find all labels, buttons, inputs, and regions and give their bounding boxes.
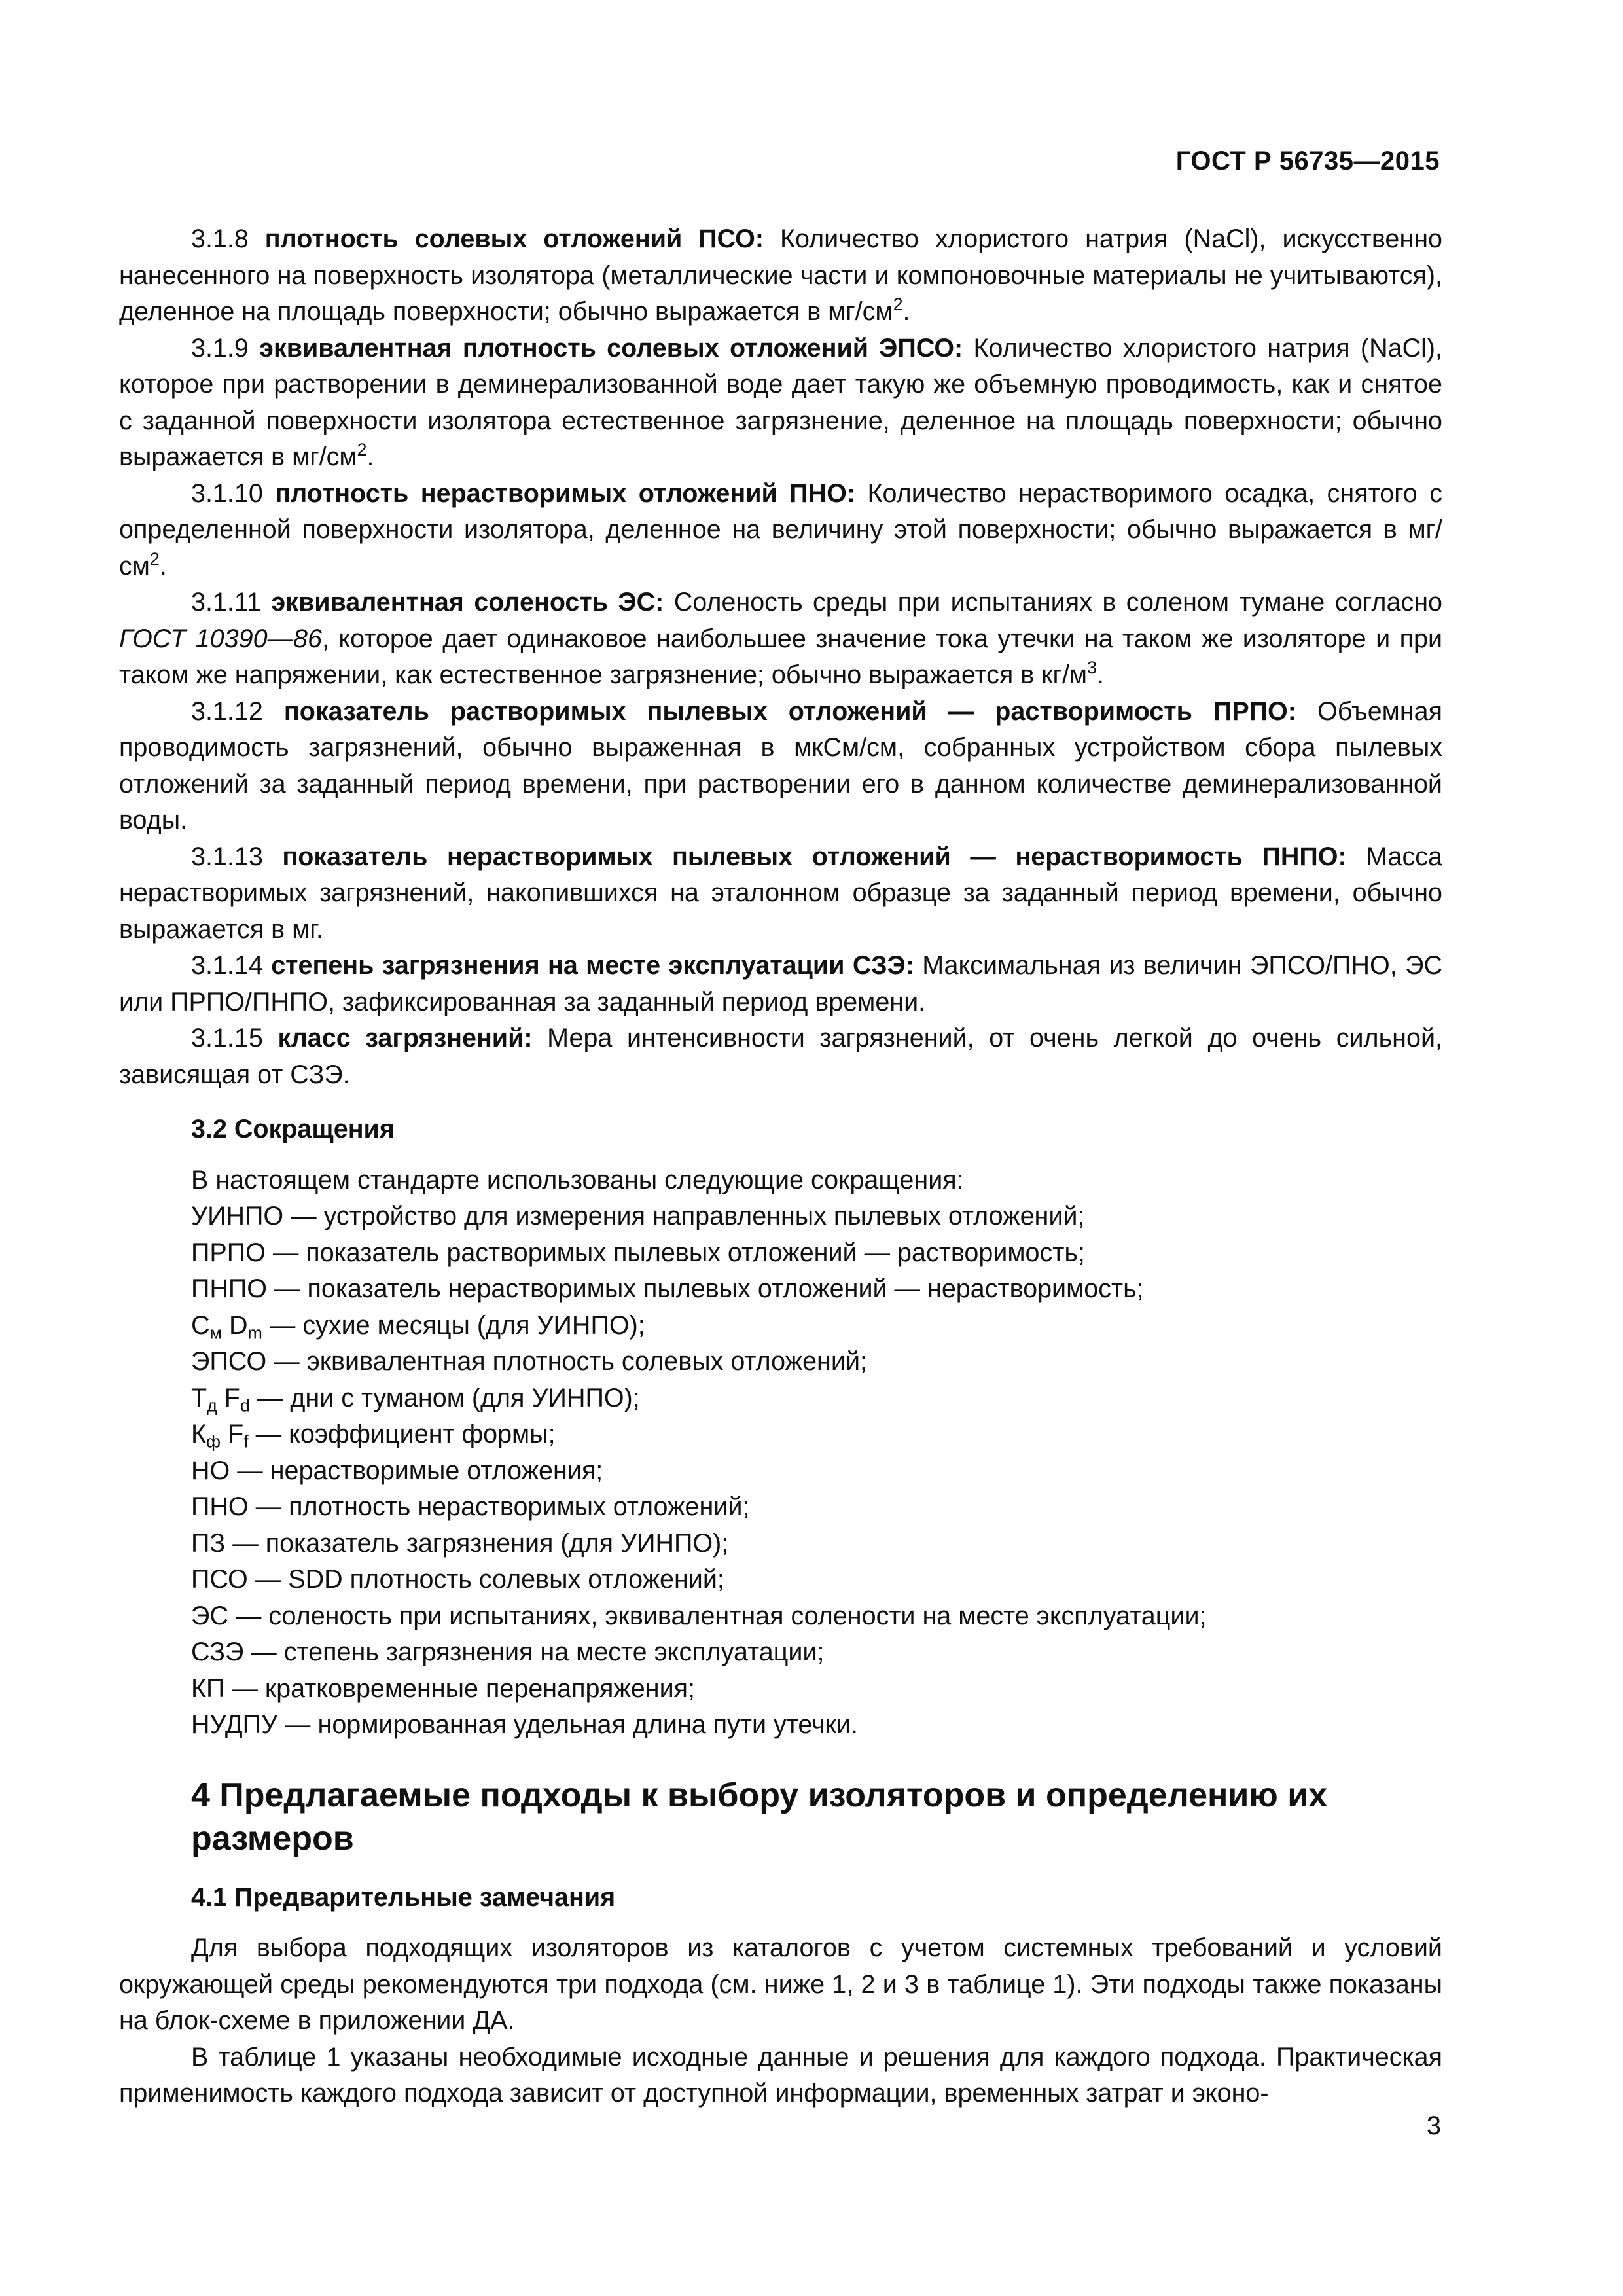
- definition-number: 3.1.10: [191, 478, 263, 508]
- definition-3-1-11: [119, 584, 1442, 694]
- definition-text: Количество хлористого натрия (NaCl), которое при растворении в деминерализованной воде дает такую же объемную проводимость, как и снятое с заданной поверхности изолятора естественное загрязнение, деленное на площадь поверхности; обычно выражается в мг/см: [119, 333, 1442, 471]
- abbr-text: — дни с туманом (для УИНПО);: [249, 1383, 640, 1412]
- subscript: м: [209, 1323, 222, 1343]
- abbreviation-item: ЭПСО — эквивалентная плотность солевых отложений;: [191, 1347, 867, 1376]
- definition-term: класс загрязнений:: [277, 1024, 533, 1052]
- abbreviation-item: [191, 1380, 1442, 1417]
- superscript: 2: [357, 440, 367, 460]
- definition-term: показатель растворимых пылевых отложений — растворимость ПРПО:: [283, 696, 1296, 726]
- definition-text: Объемная проводимость загрязнений, обычно выраженная в мкСм/см, собранных устройством сбора пылевых отложений за заданный период времени, при растворении его в данном количестве деминерализованной воды.: [119, 696, 1442, 834]
- definition-number: 3.1.14: [191, 951, 263, 980]
- abbr-symbol: F: [217, 1383, 240, 1412]
- definition-tail: .: [902, 297, 910, 326]
- definition-text: Мера интенсивности загрязнений, от очень легкой до очень сильной, зависящая от СЗЭ.: [119, 1024, 1442, 1089]
- abbreviation-item: ПРПО — показатель растворимых пылевых отложений — растворимость;: [191, 1238, 1085, 1267]
- subscript: д: [207, 1395, 217, 1416]
- definition-number: 3.1.9: [191, 333, 249, 363]
- abbreviation-item: СЗЭ — степень загрязнения на месте эксплуатации;: [191, 1638, 825, 1666]
- definition-term: плотность солевых отложений ПСО:: [264, 224, 764, 253]
- definition-number: 3.1.8: [191, 224, 249, 253]
- abbr-text: — коэффициент формы;: [248, 1420, 556, 1448]
- abbreviation-item: ПНО — плотность нерастворимых отложений;: [191, 1492, 750, 1521]
- abbreviation-item: УИНПО — устройство для измерения направленных пылевых отложений;: [191, 1202, 1085, 1230]
- superscript: 3: [1087, 658, 1097, 678]
- standard-reference: ГОСТ 10390—86: [119, 624, 322, 653]
- abbreviation-item: [191, 1416, 1442, 1453]
- abbreviation-item: [191, 1308, 1442, 1344]
- abbreviation-item: КП — кратковременные перенапряжения;: [191, 1674, 695, 1703]
- abbr-symbol: К: [191, 1420, 207, 1448]
- abbreviation-item: ПНПО — показатель нерастворимых пылевых отложений — нерастворимость;: [191, 1274, 1144, 1303]
- definition-text: Соленость среды при испытаниях в соленом тумане согласно: [664, 588, 1442, 617]
- document-id-header: ГОСТ Р 56735—2015: [1175, 147, 1440, 175]
- section-4-1-paragraph-2: В таблице 1 указаны необходимые исходные данные и решения для каждого подхода. Практическая применимость каждого подхода зависит от доступной информации, временных затрат и эконо-: [119, 2042, 1442, 2108]
- definition-3-1-12: [119, 694, 1442, 839]
- definition-text: Количество нерастворимого осадка, снятого с определенной поверхности изолятора, деленное на величину этой поверхности; обычно выражается в мг/см: [119, 478, 1442, 581]
- definition-tail: .: [1097, 660, 1105, 689]
- definition-text: Количество хлористого натрия (NaCl), искусственно нанесенного на поверхность изолятора (металлические части и компоновочные материалы не учитываются), деленное на площадь поверхности; обычно выражается в мг/см: [119, 224, 1442, 326]
- abbr-text: — сухие месяцы (для УИНПО);: [262, 1310, 645, 1340]
- superscript: 2: [149, 548, 160, 569]
- definition-number: 3.1.11: [191, 588, 261, 617]
- definition-tail: .: [366, 442, 374, 471]
- definition-number: 3.1.12: [191, 696, 263, 726]
- abbr-symbol: D: [222, 1310, 248, 1340]
- page-number: 3: [1426, 2111, 1441, 2140]
- page-content: [119, 221, 1442, 2112]
- definition-3-1-15: [119, 1020, 1442, 1093]
- abbreviation-item: ЭС — соленость при испытаниях, эквивалентная солености на месте эксплуатации;: [191, 1601, 1207, 1630]
- definition-3-1-8: [119, 221, 1442, 331]
- abbreviation-item: ПЗ — показатель загрязнения (для УИНПО);: [191, 1528, 729, 1558]
- definition-term: эквивалентная соленость ЭС:: [271, 588, 664, 617]
- subscript: m: [247, 1323, 262, 1343]
- definition-number: 3.1.15: [191, 1024, 263, 1052]
- abbreviation-item: ПСО — SDD плотность солевых отложений;: [191, 1565, 724, 1594]
- definition-tail: .: [159, 551, 167, 581]
- abbreviation-item: НО — нерастворимые отложения;: [191, 1456, 603, 1485]
- definition-term: эквивалентная плотность солевых отложений ЭПСО:: [259, 333, 963, 363]
- section-4-1-heading: 4.1 Предварительные замечания: [191, 1882, 616, 1912]
- subscript: ф: [206, 1431, 221, 1452]
- section-4-1-paragraph-1: Для выбора подходящих изоляторов из каталогов с учетом системных требований и условий окружающей среды рекомендуются три подхода (см. ниже 1, 2 и 3 в таблице 1). Эти подходы также показаны на блок-схеме в приложении ДА.: [119, 1933, 1442, 2035]
- definition-term: степень загрязнения на месте эксплуатации СЗЭ:: [271, 951, 914, 980]
- abbr-symbol: С: [191, 1310, 210, 1340]
- definition-term: плотность нерастворимых отложений ПНО:: [275, 478, 856, 508]
- abbreviations-intro: В настоящем стандарте использованы следующие сокращения:: [191, 1165, 964, 1194]
- abbr-symbol: Т: [191, 1383, 207, 1412]
- superscript: 2: [893, 295, 903, 315]
- abbr-symbol: F: [221, 1420, 244, 1448]
- subscript: d: [240, 1395, 250, 1416]
- definition-text: Максимальная из величин ЭПСО/ПНО, ЭС или ПРПО/ПНПО, зафиксированная за заданный период времени.: [119, 951, 1442, 1016]
- definition-3-1-14: [119, 948, 1442, 1020]
- subscript: f: [243, 1431, 249, 1452]
- section-heading-abbreviations: 3.2 Сокращения: [191, 1115, 395, 1143]
- definition-3-1-9: [119, 331, 1442, 476]
- definition-3-1-10: [119, 476, 1442, 585]
- definition-text: , которое дает одинаковое наибольшее значение тока утечки на таком же изоляторе и при таком же напряжении, как естественное загрязнение; обычно выражается в кг/м: [119, 624, 1443, 689]
- section-4-heading: 4 Предлагаемые подходы к выбору изоляторов и определению их размеров: [191, 1776, 1328, 1857]
- definition-3-1-13: [119, 839, 1442, 948]
- definition-text: Масса нерастворимых загрязнений, накопившихся на эталонном образце за заданный период времени, обычно выражается в мг.: [119, 842, 1442, 944]
- definition-number: 3.1.13: [191, 842, 263, 871]
- definition-term: показатель нерастворимых пылевых отложений — нерастворимость ПНПО:: [282, 842, 1347, 871]
- abbreviation-item: НУДПУ — нормированная удельная длина пути утечки.: [191, 1710, 858, 1739]
